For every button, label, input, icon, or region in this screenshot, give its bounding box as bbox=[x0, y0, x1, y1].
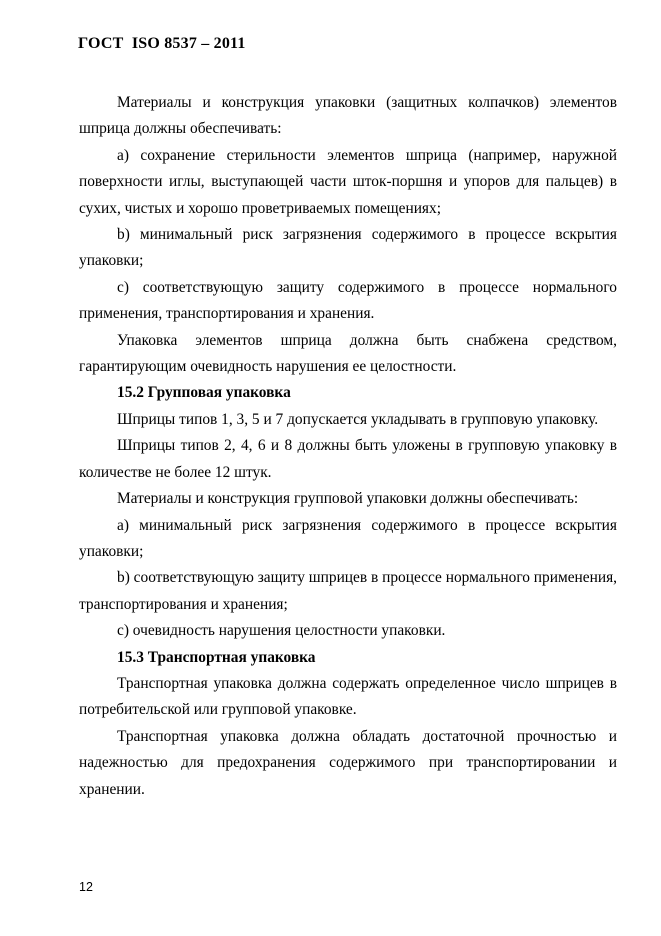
paragraph-packaging-materials: Материалы и конструкция упаковки (защитных колпачков) элементов шприца должны обеспечивать: bbox=[79, 94, 617, 138]
list-item-contamination-risk: b) минимальный риск загрязнения содержимого в процессе вскрытия упаковки; bbox=[79, 226, 617, 270]
document-header: ГОСТ ISO 8537 – 2011 bbox=[78, 35, 246, 52]
paragraph-syringe-types-even: Шприцы типов 2, 4, 6 и 8 должны быть уложены в групповую упаковку в количестве не более 12 штук. bbox=[79, 437, 617, 481]
paragraph-group-materials: Материалы и конструкция групповой упаковки должны обеспечивать: bbox=[117, 490, 579, 508]
section-heading-group-packaging: 15.2 Групповая упаковка bbox=[117, 384, 291, 402]
paragraph-transport-strength: Транспортная упаковка должна обладать достаточной прочностью и надежностью для предохранения содержимого при транспортировании и хранении. bbox=[79, 727, 617, 798]
paragraph-tamper-evidence: Упаковка элементов шприца должна быть снабжена средством, гарантирующим очевидность нарушения ее целостности. bbox=[79, 331, 617, 376]
list-item-sterility: а) сохранение стерильности элементов шприца (например, наружной поверхности иглы, выступающей части шток-поршня и упоров для пальцев) в сухих, чистых и хорошо проветриваемых помещениях; bbox=[79, 146, 617, 217]
list-item-group-protection: b) соответствующую защиту шприцев в процессе нормального применения, транспортирования и хранения; bbox=[79, 569, 618, 613]
paragraph-syringe-types-odd: Шприцы типов 1, 3, 5 и 7 допускается укладывать в групповую упаковку. bbox=[117, 410, 599, 428]
list-item-group-contamination: а) минимальный риск загрязнения содержимого в процессе вскрытия упаковки; bbox=[79, 516, 617, 560]
page-number: 12 bbox=[79, 880, 93, 894]
list-item-protection: c) соответствующую защиту содержимого в процессе нормального применения, транспортирования и хранения. bbox=[79, 278, 617, 323]
document-body bbox=[79, 90, 617, 803]
list-item-group-integrity: c) очевидность нарушения целостности упаковки. bbox=[117, 622, 446, 640]
section-heading-transport-packaging: 15.3 Транспортная упаковка bbox=[117, 648, 316, 666]
paragraph-transport-contents: Транспортная упаковка должна содержать определенное число шприцев в потребительской или групповой упаковке. bbox=[79, 674, 617, 719]
